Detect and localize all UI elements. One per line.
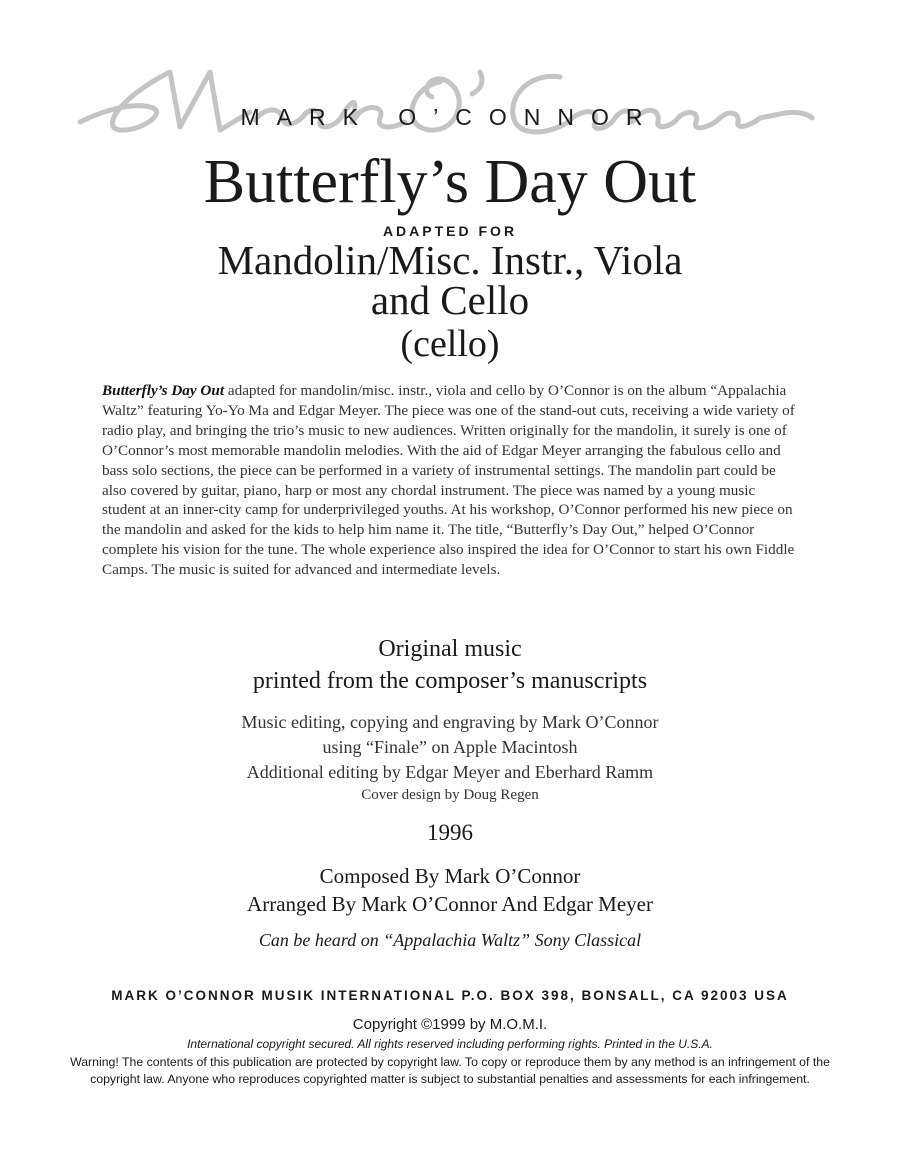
copyright-warning: Warning! The contents of this publication are protected by copyright law. To copy or reproduce them by any method is an infringement of the copyright law. Anyone who reproduces copyrighted matter is subject to substantial penalties and assessments for each infringement. bbox=[70, 1055, 830, 1086]
instrumentation bbox=[0, 237, 900, 323]
manuscripts-line: printed from the composer’s manuscripts bbox=[252, 668, 648, 694]
year: 1996 bbox=[427, 820, 473, 845]
original-music-line: Original music bbox=[378, 636, 522, 662]
rights-notice: International copyright secured. All rights reserved including performing rights. Printed in the U.S.A. bbox=[187, 1037, 713, 1051]
cover-design-credit: Cover design by Doug Regen bbox=[361, 787, 539, 803]
copyright-notice: Copyright ©1999 by M.O.M.I. bbox=[352, 1016, 548, 1033]
composer-credits bbox=[0, 862, 900, 918]
arranged-by: Arranged By Mark O’Connor And Edgar Meyer bbox=[247, 892, 653, 916]
editing-line-2: using “Finale” on Apple Macintosh bbox=[322, 737, 578, 757]
piece-title: Butterfly’s Day Out bbox=[203, 148, 697, 216]
part-name: (cello) bbox=[400, 323, 500, 365]
composer-name-header: MARK O’CONNOR bbox=[240, 104, 660, 130]
editing-line-3: Additional editing by Edgar Meyer and Eberhard Ramm bbox=[246, 762, 654, 782]
instrumentation-line-1: Mandolin/Misc. Instr., Viola bbox=[217, 237, 683, 283]
instrumentation-line-2: and Cello bbox=[370, 277, 530, 323]
publisher-address: MARK O’CONNOR MUSIK INTERNATIONAL P.O. BOX 398, BONSALL, CA 92003 USA bbox=[111, 988, 789, 1003]
description-text: adapted for mandolin/misc. instr., viola and cello by O’Connor is on the album “Appalachia Waltz” featuring Yo-Yo Ma and Edgar Meyer. The piece was one of the stand-out cuts, receiving a wide variety of radio play, and bringing the trio’s music to new audiences. Written originally for the mandolin, it surely is one of O’Connor’s most memorable mandolin melodies. With the aid of Edgar Meyer arranging the fabulous cello and bass solo sections, the piece can be performed in a variety of instrumental settings. The mandolin part could be also covered by guitar, piano, harp or most any chordal instrument. The piece was named by a young music student at an inner-city camp for underprivileged youths. At his workshop, O’Connor performed his new piece on the mandolin and asked for the kids to help him name it. The title, “Butterfly’s Day Out,” helped O’Connor complete his vision for the tune. The whole experience also inspired the idea for O’Connor to start his own Fiddle Camps. The music is suited for advanced and intermediate levels. bbox=[102, 382, 795, 579]
composed-by: Composed By Mark O’Connor bbox=[319, 864, 581, 888]
editing-credits bbox=[0, 710, 900, 785]
description-paragraph bbox=[102, 381, 802, 580]
editing-line-1: Music editing, copying and engraving by Mark O’Connor bbox=[241, 712, 659, 732]
recording-note: Can be heard on “Appalachia Waltz” Sony Classical bbox=[258, 930, 642, 950]
description-title: Butterfly’s Day Out bbox=[102, 382, 225, 399]
adapted-for-label: ADAPTED FOR bbox=[382, 223, 518, 239]
